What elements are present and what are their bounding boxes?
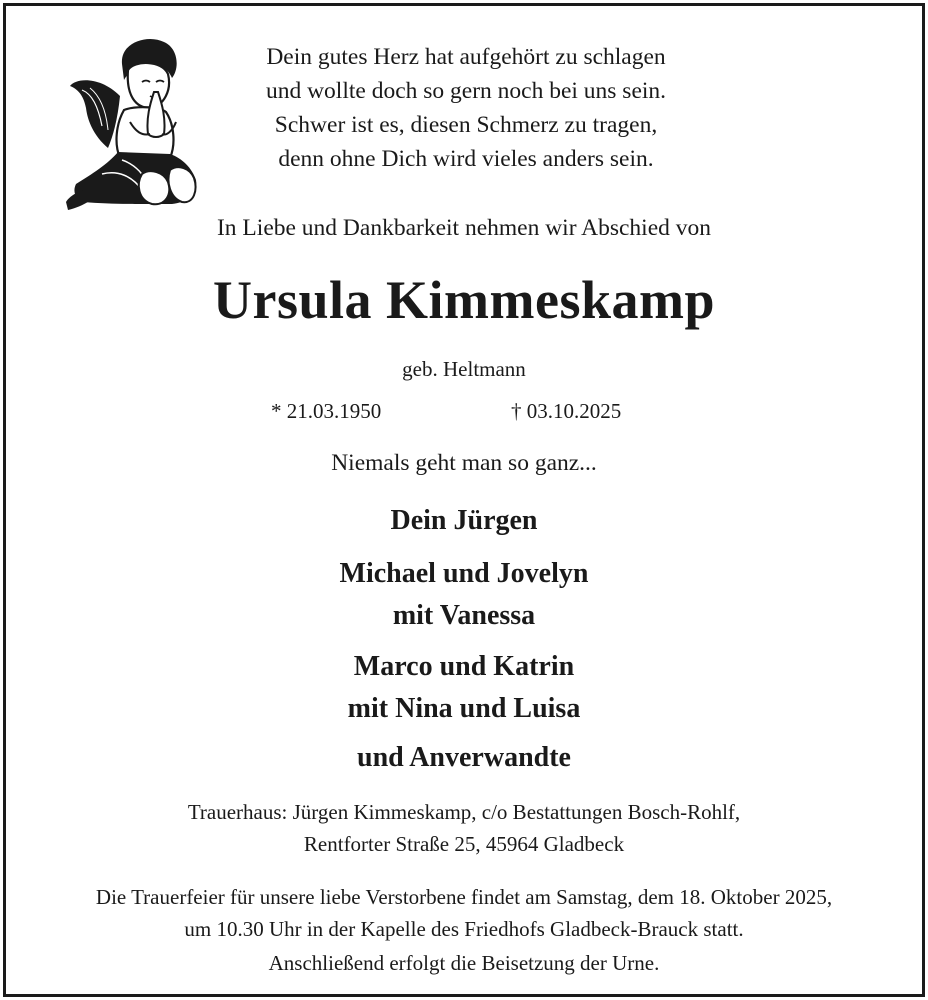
- family-group-marco: [6, 646, 922, 730]
- family-line: mit Nina und Luisa: [347, 693, 581, 724]
- birth-date: * 21.03.1950: [271, 399, 382, 423]
- poem-line: Dein gutes Herz hat aufgehört zu schlagen: [266, 44, 666, 70]
- mourning-house-line: Rentforter Straße 25, 45964 Gladbeck: [303, 832, 625, 856]
- poem: [206, 40, 726, 176]
- family-relatives: und Anverwandte: [357, 742, 571, 773]
- motto: Niemals geht man so ganz...: [331, 450, 597, 476]
- ceremony-info: [6, 881, 922, 945]
- mourning-house-line: Trauerhaus: Jürgen Kimmeskamp, c/o Bestattungen Bosch-Rohlf,: [187, 800, 741, 824]
- poem-line: Schwer ist es, diesen Schmerz zu tragen,: [274, 112, 658, 138]
- obituary-notice: [3, 3, 925, 997]
- family-husband: Dein Jürgen: [390, 505, 538, 536]
- deceased-name: Ursula Kimmeskamp: [212, 270, 715, 330]
- ceremony-line: Die Trauerfeier für unsere liebe Verstorbene findet am Samstag, dem 18. Oktober 2025,: [95, 885, 833, 909]
- ceremony-line: um 10.30 Uhr in der Kapelle des Friedhofs Gladbeck-Brauck statt.: [184, 917, 744, 941]
- poem-line: denn ohne Dich wird vieles anders sein.: [278, 146, 654, 172]
- praying-angel-icon: [62, 34, 202, 216]
- family-group-michael: [6, 553, 922, 637]
- death-date: † 03.10.2025: [511, 399, 622, 423]
- maiden-name: geb. Heltmann: [402, 357, 526, 381]
- family-line: Marco und Katrin: [353, 651, 575, 682]
- intro-text: In Liebe und Dankbarkeit nehmen wir Abschied von: [216, 215, 712, 241]
- poem-line: und wollte doch so gern noch bei uns sein.: [265, 78, 667, 104]
- family-line: mit Vanessa: [392, 600, 536, 631]
- family-line: Michael und Jovelyn: [339, 558, 589, 589]
- mourning-house: [6, 796, 922, 860]
- burial-info: Anschließend erfolgt die Beisetzung der Urne.: [268, 951, 660, 975]
